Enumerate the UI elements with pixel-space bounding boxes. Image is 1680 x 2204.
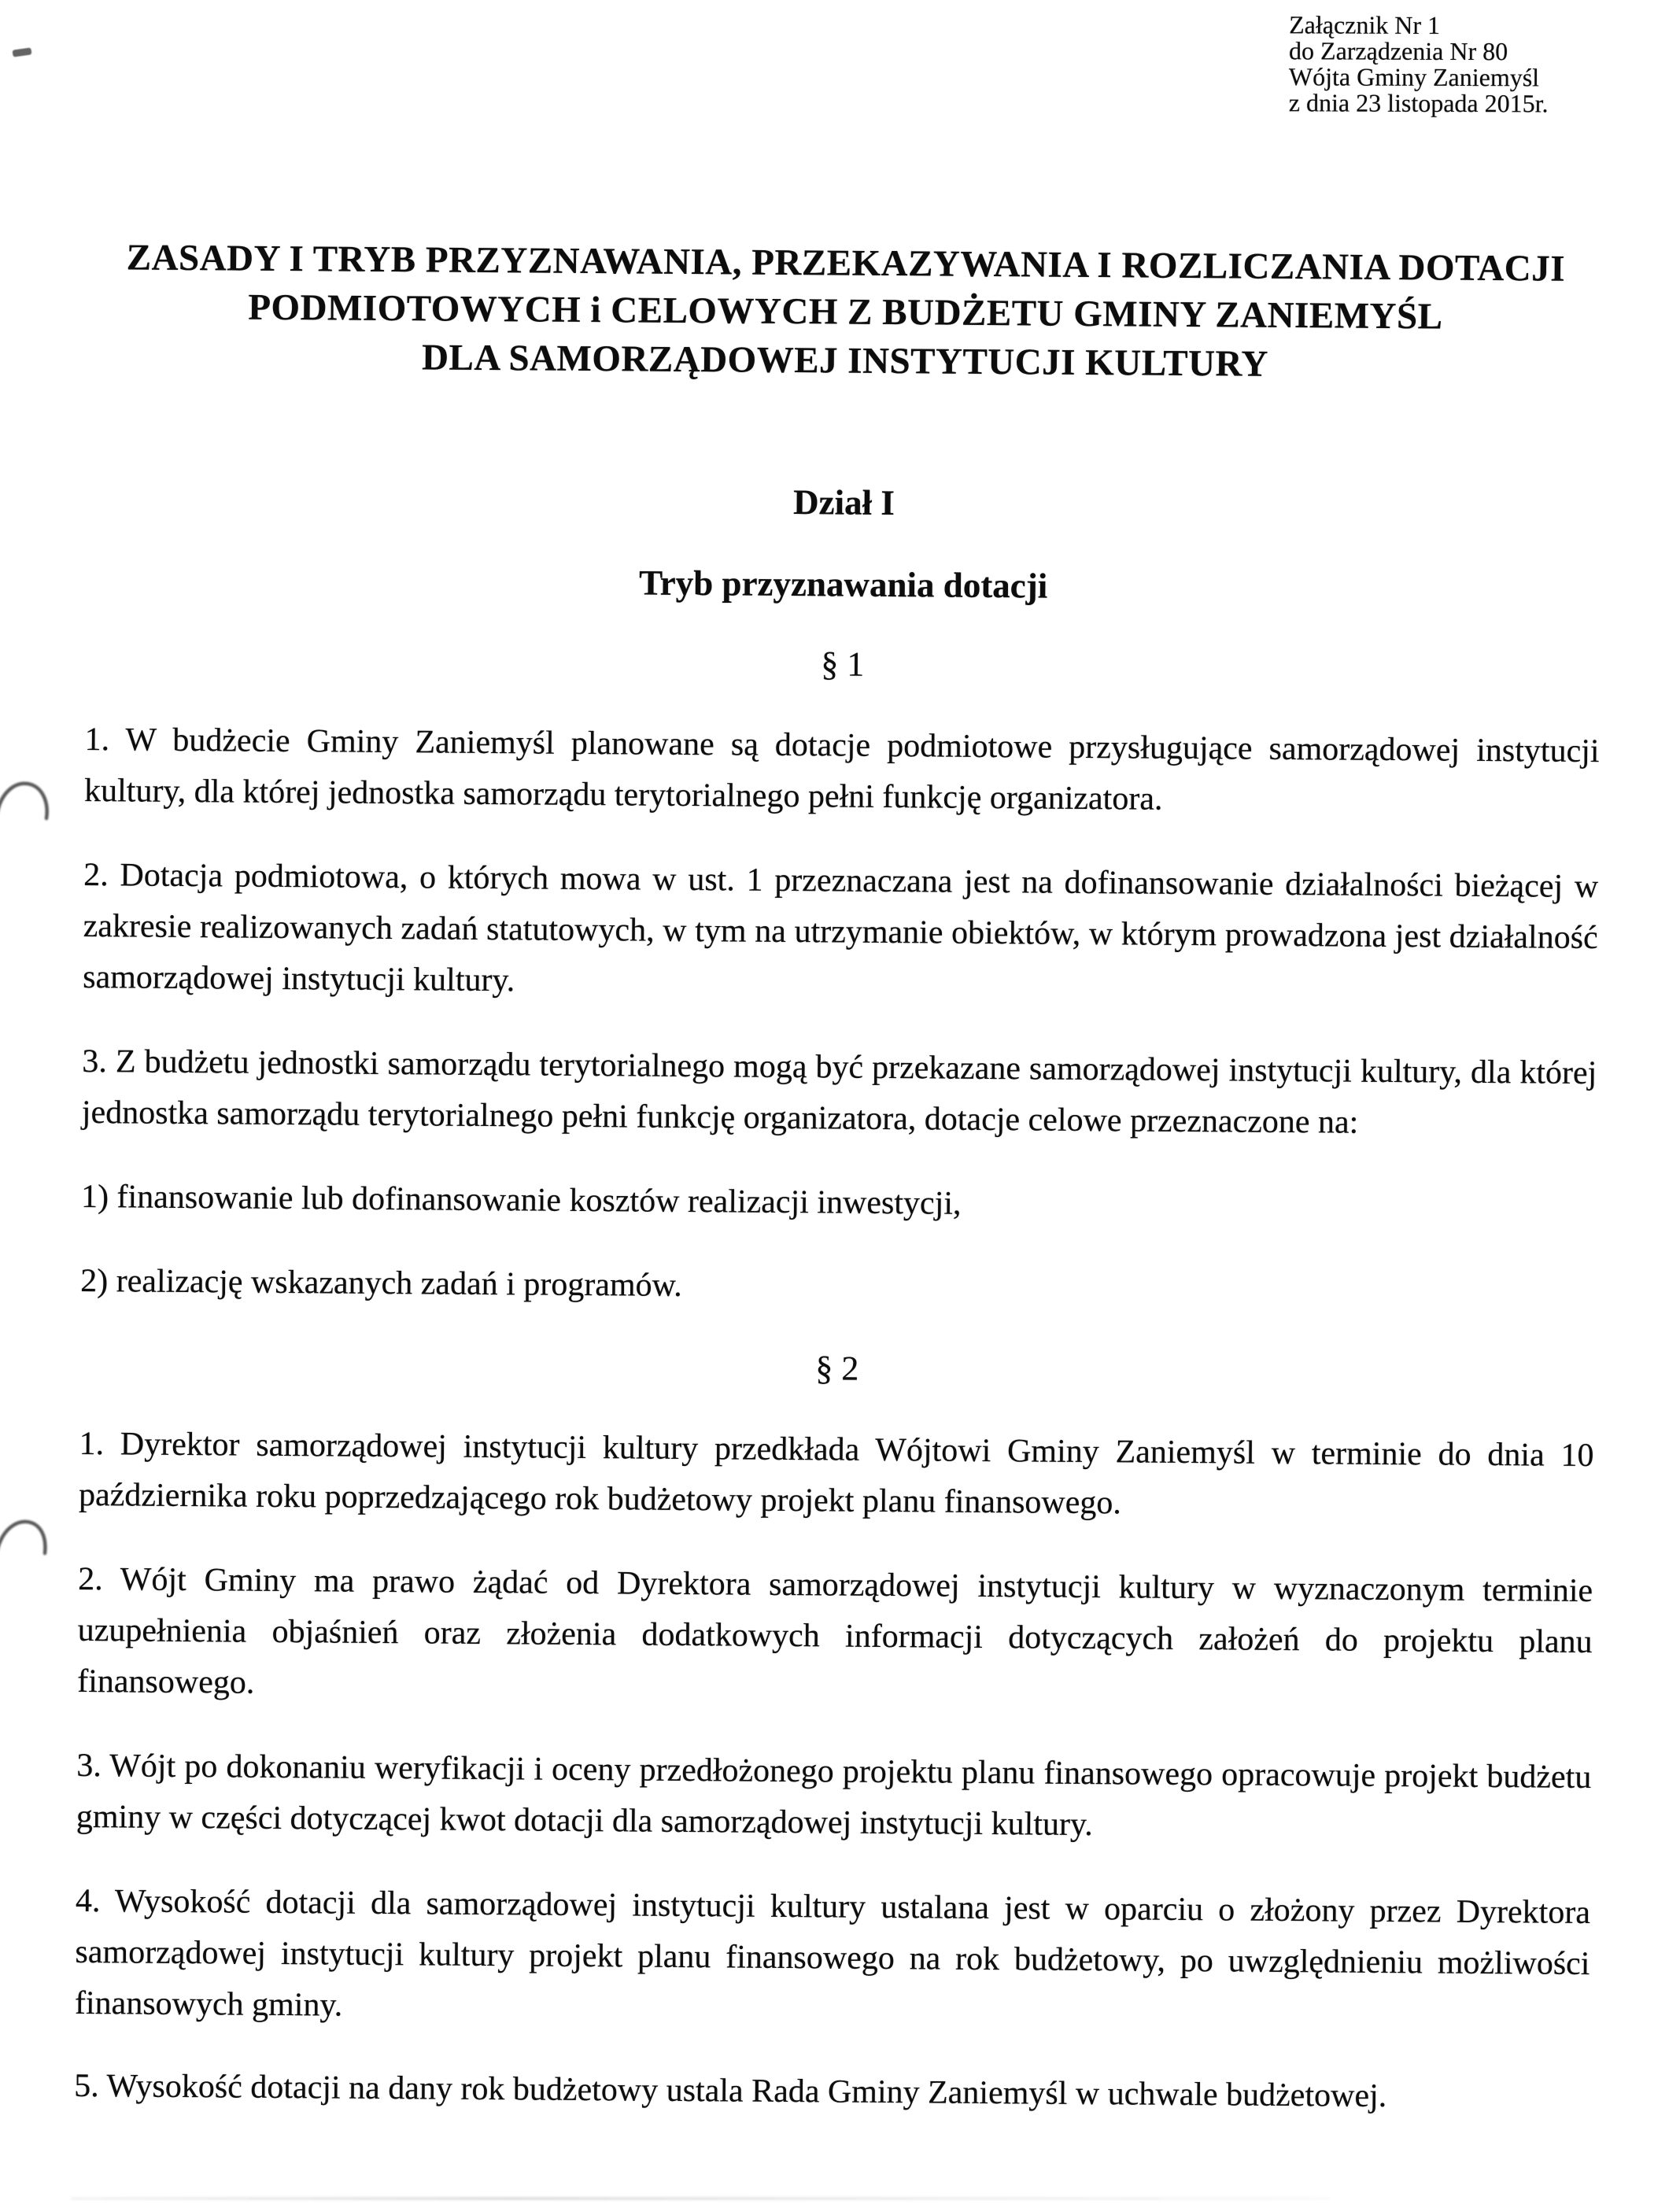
document-title-line-2: PODMIOTOWYCH i CELOWYCH Z BUDŻETU GMINY ZANIEMYŚL [248, 286, 1443, 338]
scan-artifact-dash [12, 47, 31, 57]
section-1-marker: § 1 [821, 644, 865, 684]
scan-artifact-edge-smudge [71, 2197, 1330, 2200]
document-title-line-1: ZASADY I TRYB PRZYZNAWANIA, PRZEKAZYWANIA I ROZLICZANIA DOTACJI [126, 237, 1566, 290]
attachment-note-line-3: Wójta Gminy Zaniemyśl [1288, 62, 1540, 92]
section-2-paragraph-4: 4. Wysokość dotacji dla samorządowej instytucji kultury ustalana jest w oparciu o złożony przez Dyrektora samorządowej instytucji kultury projekt planu finansowego na rok budżetowy, po uwzględnieniu możliwości finansowych gminy. [74, 1882, 1591, 2024]
section-1-paragraph-2: 2. Dotacja podmiotowa, o których mowa w ust. 1 przeznaczana jest na dofinansowanie działalności bieżącej w zakresie realizowanych zadań statutowych, w tym na utrzymanie obiektów, w którym prowadzona jest działalność samorządowej instytucji kultury. [83, 856, 1599, 999]
section-2-paragraph-5: 5. Wysokość dotacji na dany rok budżetowy ustala Rada Gminy Zaniemyśl w uchwale budżetowej. [73, 2067, 1387, 2115]
attachment-note-line-4: z dnia 23 listopada 2015r. [1288, 88, 1549, 118]
document-body [74, 0, 1605, 2124]
section-1-paragraph-1: 1. W budżecie Gminy Zaniemyśl planowane są dotacje podmiotowe przysługujące samorządowej instytucji kultury, dla której jednostka samorządu terytorialnego pełni funkcję organizatora. [83, 721, 1600, 818]
section-1-list-item-2: 2) realizację wskazanych zadań i programów. [80, 1262, 682, 1304]
section-1-list-item-1: 1) finansowanie lub dofinansowanie kosztów realizacji inwestycji, [80, 1178, 962, 1222]
scan-artifact-arc-bottom [0, 1515, 54, 1561]
section-2-paragraph-3: 3. Wójt po dokonaniu weryfikacji i oceny przedłożonego projektu planu finansowego opracowuje projekt budżetu gminy w części dotyczącej kwot dotacji dla samorządowej instytucji kultury. [76, 1747, 1592, 1844]
attachment-note-line-1: Załącznik Nr 1 [1289, 10, 1441, 39]
document-title-line-3: DLA SAMORZĄDOWEJ INSTYTUCJI KULTURY [421, 337, 1268, 385]
division-heading: Dział I [792, 482, 895, 523]
scan-artifact-arc-top [0, 775, 57, 829]
document-title [87, 233, 1603, 391]
attachment-note-line-2: do Zarządzenia Nr 80 [1288, 36, 1508, 66]
section-2-paragraph-2: 2. Wójt Gminy ma prawo żądać od Dyrektora samorządowej instytucji kultury w wyznaczonym terminie uzupełnienia objaśnień oraz złożenia dodatkowych informacji dotyczących założeń do projektu planu finansowego. [77, 1560, 1593, 1701]
division-subtitle: Tryb przyznawania dotacji [638, 563, 1048, 606]
section-1-paragraph-3: 3. Z budżetu jednostki samorządu terytorialnego mogą być przekazane samorządowej instytucji kultury, dla której jednostka samorządu terytorialnego pełni funkcję organizatora, dotacje celowe przeznaczone na: [81, 1043, 1597, 1141]
section-2-marker: § 2 [815, 1349, 859, 1388]
section-2-paragraph-1: 1. Dyrektor samorządowej instytucji kultury przedkłada Wójtowi Gminy Zaniemyśl w terminie do dnia 10 października roku poprzedzającego rok budżetowy projekt planu finansowego. [78, 1425, 1594, 1522]
